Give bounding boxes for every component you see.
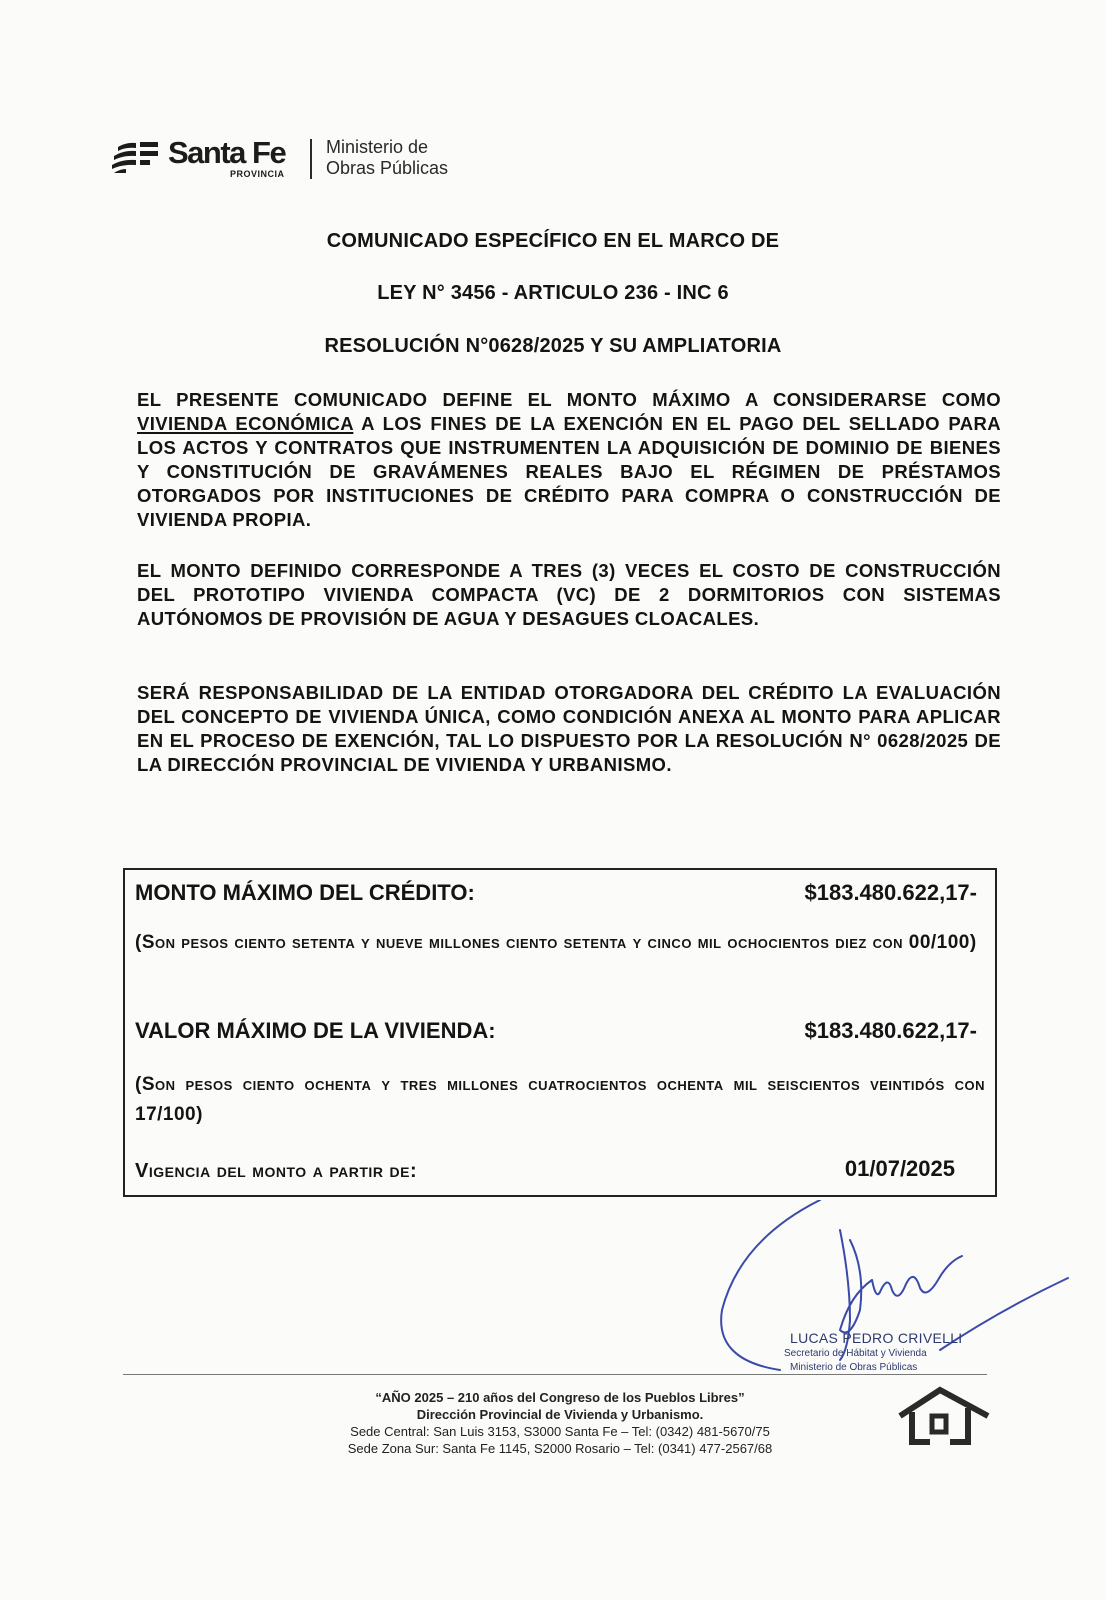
santa-fe-stripes-icon (112, 139, 160, 177)
validity-label: Vigencia del monto a partir de: (135, 1160, 418, 1182)
house-label: VALOR MÁXIMO DE LA VIVIENDA: (135, 1018, 496, 1043)
ministry-name (326, 137, 448, 179)
logo-subtitle: PROVINCIA (230, 169, 285, 179)
footer-divider (123, 1374, 987, 1375)
validity-value: 01/07/2025 (844, 1156, 955, 1181)
paragraph-amount: EL MONTO DEFINIDO CORRESPONDE A TRES (3) VECES EL COSTO DE CONSTRUCCIÓN DEL PROTOTIPO VIVIENDA COMPACTA (VC) DE 2 DORMITORIOS CON SISTEMAS AUTÓNOMOS DE PROVISIÓN DE AGUA Y DESAGUES CLOACALES. (137, 560, 1001, 629)
validity-row (135, 1156, 985, 1186)
signer-ministry: Ministerio de Obras Públicas (790, 1362, 918, 1373)
credit-label: MONTO MÁXIMO DEL CRÉDITO: (135, 880, 475, 905)
logo-divider (310, 139, 312, 179)
credit-row (135, 880, 985, 906)
signer-role: Secretario de Hábitat y Vivienda (784, 1348, 927, 1359)
paragraph-definition-end: A LOS FINES DE LA EXENCIÓN EN EL PAGO DEL SELLADO PARA LOS ACTOS Y CONTRATOS QUE INSTRUMENTEN LA ADQUISICIÓN DE DOMINIO DE BIENES Y CONSTITUCIÓN DE GRAVÁMENES REALES BAJO EL RÉGIMEN DE PRÉSTAMOS OTORGADOS POR INSTITUCIONES DE CRÉDITO PARA COMPRA O CONSTRUCCIÓN DE VIVIENDA PROPIA. (137, 413, 1001, 530)
paragraph-definition (137, 388, 1001, 532)
amount-box (123, 868, 997, 1197)
law-reference: LEY N° 3456 - ARTICULO 236 - INC 6 (377, 282, 729, 304)
underlined-term: VIVIENDA ECONÓMICA (137, 413, 354, 434)
paragraph-responsibility: SERÁ RESPONSABILIDAD DE LA ENTIDAD OTORGADORA DEL CRÉDITO LA EVALUACIÓN DEL CONCEPTO DE VIVIENDA ÚNICA, COMO CONDICIÓN ANEXA AL MONTO PARA APLICAR EN EL PROCESO DE EXENCIÓN, TAL LO DISPUESTO POR LA RESOLUCIÓN N° 0628/2025 DE LA DIRECCIÓN PROVINCIAL DE VIVIENDA Y URBANISMO. (137, 682, 1001, 775)
signer-name: LUCAS PEDRO CRIVELLI (790, 1330, 963, 1346)
document-title: COMUNICADO ESPECÍFICO EN EL MARCO DE (326, 230, 780, 252)
paragraph-definition-start: EL PRESENTE COMUNICADO DEFINE EL MONTO MÁXIMO A CONSIDERARSE COMO (137, 389, 1001, 410)
footer-address-south: Sede Zona Sur: Santa Fe 1145, S2000 Rosario – Tel: (0341) 477-2567/68 (347, 1441, 773, 1456)
house-value: $183.480.622,17- (804, 1018, 977, 1043)
ministry-line-1: Ministerio de (326, 137, 429, 157)
credit-value: $183.480.622,17- (804, 880, 977, 905)
header-logo (112, 135, 472, 183)
footer-office: Dirección Provincial de Vivienda y Urbanismo. (416, 1407, 704, 1422)
footer-address-central: Sede Central: San Luis 3153, S3000 Santa Fe – Tel: (0342) 481-5670/75 (350, 1424, 770, 1439)
house-row (135, 1018, 985, 1044)
house-words: (Son pesos ciento ochenta y tres millones cuatrocientos ochenta mil seiscientos veintidós con 17/100) (135, 1074, 985, 1125)
footer-motto: “AÑO 2025 – 210 años del Congreso de los Pueblos Libres” (375, 1390, 745, 1405)
credit-words: (Son pesos ciento setenta y nueve millones ciento setenta y cinco mil ochocientos diez con 00/100) (135, 932, 977, 953)
logo-name: Santa Fe (168, 135, 286, 170)
resolution-reference: RESOLUCIÓN N°0628/2025 Y SU AMPLIATORIA (324, 335, 782, 357)
ministry-line-2: Obras Públicas (326, 158, 449, 178)
house-logo-icon (896, 1386, 992, 1446)
